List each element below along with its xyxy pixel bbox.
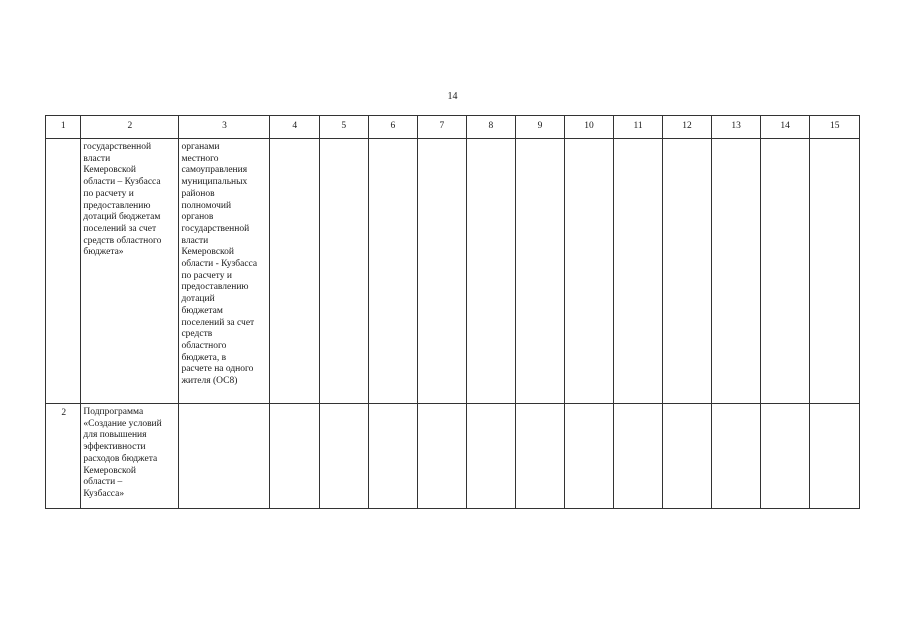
empty-cell xyxy=(320,404,369,509)
header-cell: 14 xyxy=(760,116,810,139)
empty-cell xyxy=(810,139,860,404)
empty-cell xyxy=(516,404,565,509)
header-row xyxy=(46,116,860,139)
empty-cell xyxy=(810,404,860,509)
header-cell: 5 xyxy=(320,116,369,139)
program-name: Подпрограмма «Создание условий для повышения эффективности расходов бюджета Кемеровской области – Кузбасса» xyxy=(83,407,162,499)
empty-cell xyxy=(418,139,467,404)
row-number xyxy=(46,139,80,146)
header-cell: 6 xyxy=(368,116,418,139)
empty-cell xyxy=(614,404,663,509)
row-number-cell xyxy=(46,404,81,509)
empty-cell xyxy=(466,139,516,404)
page-number: 14 xyxy=(447,91,458,102)
indicator-name-cell xyxy=(179,404,270,509)
header-cell: 11 xyxy=(614,116,663,139)
header-cell: 1 xyxy=(46,116,81,139)
indicator-name xyxy=(179,404,269,410)
row-number: 2 xyxy=(61,408,67,418)
empty-cell xyxy=(564,404,614,509)
header-cell: 3 xyxy=(179,116,270,139)
empty-cell xyxy=(320,139,369,404)
empty-cell xyxy=(760,404,810,509)
empty-cell xyxy=(712,404,761,509)
empty-cell xyxy=(418,404,467,509)
empty-cell xyxy=(662,139,712,404)
program-name: государственной власти Кемеровской области – Кузбасса по расчету и предоставлению дотаций бюджетам поселений за счет средств областного бюджета» xyxy=(83,142,162,258)
empty-cell xyxy=(662,404,712,509)
empty-cell xyxy=(368,139,418,404)
indicator-table xyxy=(45,115,860,509)
table-row xyxy=(46,404,860,509)
empty-cell xyxy=(760,139,810,404)
empty-cell xyxy=(614,139,663,404)
row-number-cell xyxy=(46,139,81,404)
header-cell: 10 xyxy=(564,116,614,139)
empty-cell xyxy=(466,404,516,509)
header-cell: 2 xyxy=(81,116,179,139)
indicator-name: органами местного самоуправления муниципальных районов полномочий органов государственной власти Кемеровской области - Кузбасса по расчету и предоставлению дотаций бюджетам поселений за счет средств областного бюджета, в расчете на одного жителя (ОС8) xyxy=(181,142,258,387)
empty-cell xyxy=(270,404,320,509)
table-row xyxy=(46,139,860,404)
header-cell: 12 xyxy=(662,116,712,139)
header-cell: 13 xyxy=(712,116,761,139)
empty-cell xyxy=(368,404,418,509)
empty-cell xyxy=(516,139,565,404)
program-name-cell xyxy=(81,139,179,404)
empty-cell xyxy=(712,139,761,404)
program-name-cell xyxy=(81,404,179,509)
indicator-name-cell xyxy=(179,139,270,404)
empty-cell xyxy=(270,139,320,404)
header-cell: 9 xyxy=(516,116,565,139)
header-cell: 4 xyxy=(270,116,320,139)
header-cell: 8 xyxy=(466,116,516,139)
header-cell: 15 xyxy=(810,116,860,139)
header-cell: 7 xyxy=(418,116,467,139)
empty-cell xyxy=(564,139,614,404)
